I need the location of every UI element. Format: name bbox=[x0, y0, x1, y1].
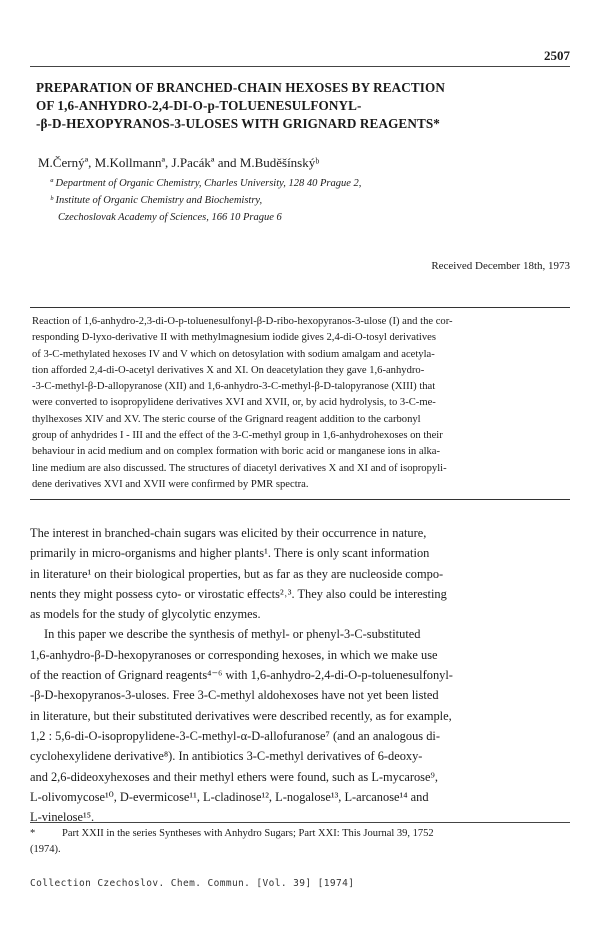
affiliations bbox=[50, 175, 361, 226]
header-rule bbox=[30, 66, 570, 67]
abstract-line: line medium are also discussed. The structures of diacetyl derivatives X and XI and of isopropyli- bbox=[32, 462, 447, 474]
body-line: primarily in micro-organisms and higher plants¹. There is only scant information bbox=[30, 546, 430, 561]
received-date: Received December 18th, 1973 bbox=[431, 260, 570, 272]
abstract-line: tion afforded 2,4-di-O-acetyl derivatives X and XI. On deacetylation they gave 1,6-anhydro- bbox=[32, 364, 425, 376]
body-text bbox=[30, 523, 570, 827]
abstract-line: were converted to isopropylidene derivatives XVI and XVII, or, by acid hydrolysis, to 3-C-me- bbox=[32, 397, 436, 409]
affiliation-line: Czechoslovak Academy of Sciences, 166 10 Prague 6 bbox=[58, 212, 282, 223]
body-line: -β-D-hexopyranos-3-uloses. Free 3-C-methyl aldohexoses have not yet been listed bbox=[30, 688, 439, 703]
body-line: 1,6-anhydro-β-D-hexopyranoses or corresponding hexoses, in which we make use bbox=[30, 647, 438, 662]
body-line: 1,2 : 5,6-di-O-isopropylidene-3-C-methyl-α-D-allofuranose⁷ (and an analogous di- bbox=[30, 728, 440, 743]
body-line: L-olivomycose¹⁰, D-evermicose¹¹, L-cladinose¹², L-nogalose¹³, L-arcanose¹⁴ and bbox=[30, 789, 429, 804]
body-line: The interest in branched-chain sugars was elicited by their occurrence in nature, bbox=[30, 526, 427, 540]
footnote-text: (1974). bbox=[30, 844, 61, 855]
body-line: in literature¹ on their biological properties, but as far as they are nucleoside compo- bbox=[30, 566, 444, 581]
article-title bbox=[36, 79, 560, 133]
body-line: cyclohexylidene derivative⁸). In antibiotics 3-C-methyl derivatives of 6-deoxy- bbox=[30, 749, 423, 764]
abstract-line: group of anhydrides I - III and the effect of the 3-C-methyl group in 1,6-anhydrohexoses on their bbox=[32, 430, 443, 442]
page-number: 2507 bbox=[544, 48, 570, 63]
affiliation-line: ᵇ Institute of Organic Chemistry and Biochemistry, bbox=[50, 195, 263, 206]
abstract-line: dene derivatives XVI and XVII were confirmed by PMR spectra. bbox=[32, 478, 309, 490]
abstract bbox=[30, 307, 570, 500]
journal-footer: Collection Czechoslov. Chem. Commun. [Vol. 39] [1974] bbox=[30, 878, 355, 889]
body-line: In this paper we describe the synthesis of methyl- or phenyl-3-C-substituted bbox=[44, 627, 421, 642]
footnote-rule bbox=[30, 822, 570, 823]
footnote bbox=[30, 826, 570, 858]
footnote-marker: * bbox=[30, 828, 36, 839]
footnote-text: Part XXII in the series Syntheses with Anhydro Sugars; Part XXI: This Journal 39, 1752 bbox=[62, 828, 434, 839]
body-line: in literature, but their substituted derivatives were described recently, as for example, bbox=[30, 708, 452, 723]
abstract-line: behaviour in acid medium and on complex formation with boric acid or manganese ions in alka- bbox=[32, 446, 441, 458]
title-line: PREPARATION OF BRANCHED-CHAIN HEXOSES BY REACTION bbox=[36, 80, 445, 95]
title-line: -β-D-HEXOPYRANOS-3-ULOSES WITH GRIGNARD REAGENTS* bbox=[36, 116, 440, 131]
affiliation-line: ª Department of Organic Chemistry, Charles University, 128 40 Prague 2, bbox=[50, 178, 362, 189]
body-line: nents they might possess cyto- or virostatic effects²˒³. They also could be interesting bbox=[30, 586, 447, 601]
abstract-line: of 3-C-methylated hexoses IV and V which on detosylation with sodium amalgam and acetyla- bbox=[32, 348, 435, 360]
abstract-line: Reaction of 1,6-anhydro-2,3-di-O-p-toluenesulfonyl-β-D-ribo-hexopyranos-3-ulose (I) and the cor- bbox=[32, 316, 453, 327]
body-line: of the reaction of Grignard reagents⁴⁻⁶ with 1,6-anhydro-2,4-di-O-p-toluenesulfonyl- bbox=[30, 668, 453, 683]
body-line: and 2,6-dideoxyhexoses and their methyl ethers were found, such as L-mycarose⁹, bbox=[30, 769, 438, 784]
body-line: L-vinelose¹⁵. bbox=[30, 810, 95, 825]
abstract-line: thylhexoses XIV and XV. The steric course of the Grignard reagent addition to the carbonyl bbox=[32, 413, 421, 425]
abstract-line: -3-C-methyl-β-D-allopyranose (XII) and 1,6-anhydro-3-C-methyl-β-D-talopyranose (XIII) that bbox=[32, 381, 436, 393]
abstract-line: responding D-lyxo-derivative II with methylmagnesium iodide gives 2,4-di-O-tosyl derivatives bbox=[32, 332, 436, 344]
title-line: OF 1,6-ANHYDRO-2,4-DI-O-p-TOLUENESULFONYL- bbox=[36, 98, 362, 113]
author-list: M.Černýª, M.Kollmannª, J.Pacákª and M.Buděšínskýᵇ bbox=[38, 155, 320, 170]
body-line: as models for the study of glycolytic enzymes. bbox=[30, 607, 261, 622]
